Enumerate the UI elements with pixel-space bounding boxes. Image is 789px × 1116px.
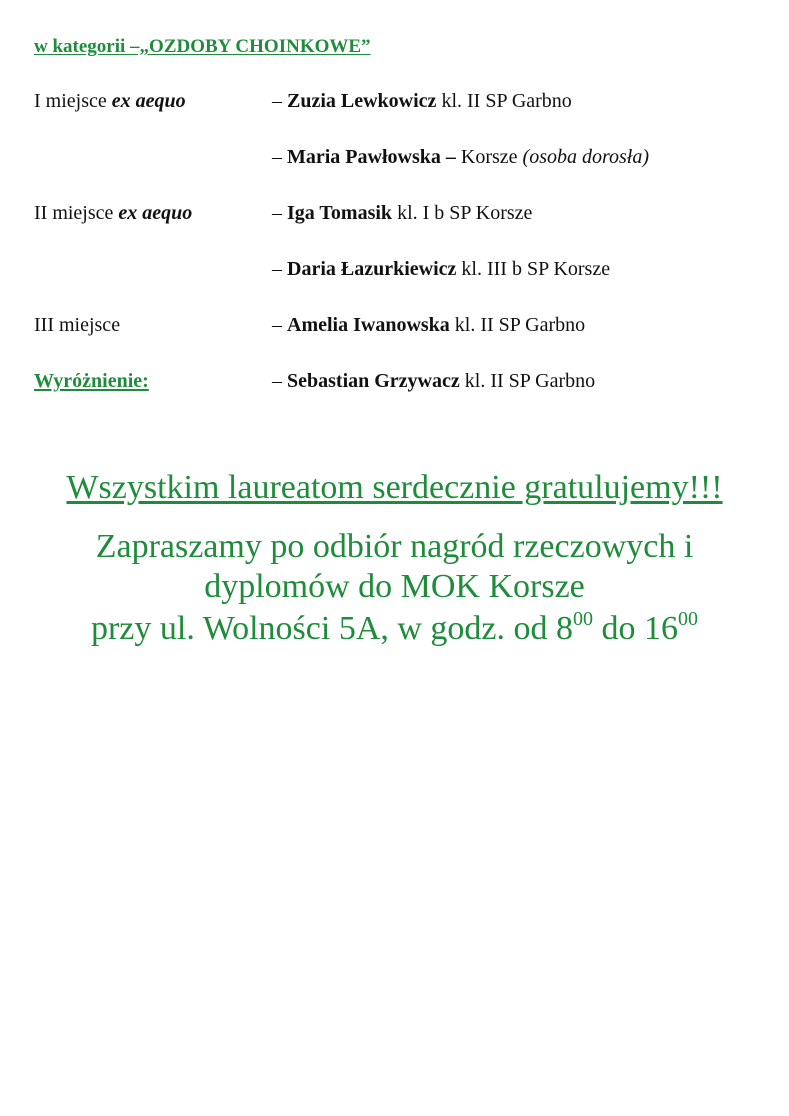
invitation-line-1: Zapraszamy po odbiór nagród rzeczowych i bbox=[95, 528, 694, 565]
result-row-first-place-b bbox=[0, 146, 789, 174]
winner-note: (osoba dorosła) bbox=[522, 146, 650, 168]
winner-entry: – Zuzia Lewkowicz kl. II SP Garbno bbox=[272, 90, 572, 112]
time-superscript: 00 bbox=[678, 608, 699, 630]
invitation-line-3: przy ul. Wolności 5A, w godz. od $8^{00}$ do $16^{00}$ bbox=[90, 608, 699, 647]
congratulations-heading: Wszystkim laureatom serdecznie gratulujemy!!! bbox=[66, 469, 723, 506]
time-superscript: 00 bbox=[573, 608, 594, 630]
place-label: I miejsce ex aequo bbox=[34, 90, 186, 112]
winner-entry: – Iga Tomasik kl. I b SP Korsze bbox=[272, 202, 533, 224]
winner-name: Daria Łazurkiewicz bbox=[287, 258, 457, 280]
winner-name: Zuzia Lewkowicz bbox=[287, 90, 437, 112]
result-row-first-place-a bbox=[0, 90, 789, 118]
winner-name: Amelia Iwanowska bbox=[287, 314, 450, 336]
result-row-third-place bbox=[0, 314, 789, 342]
winner-entry: – Sebastian Grzywacz kl. II SP Garbno bbox=[272, 370, 596, 392]
place-label: III miejsce bbox=[34, 314, 121, 336]
winner-entry: – Maria Pawłowska – Korsze (osoba dorosła) bbox=[272, 146, 650, 168]
winner-entry: – Daria Łazurkiewicz kl. III b SP Korsze bbox=[272, 258, 611, 280]
result-row-distinction bbox=[0, 370, 789, 398]
winner-name: Maria Pawłowska – bbox=[287, 146, 461, 168]
winner-name: Iga Tomasik bbox=[287, 202, 393, 224]
result-row-second-place-a bbox=[0, 202, 789, 230]
distinction-label: Wyróżnienie: bbox=[34, 370, 149, 392]
winner-entry: – Amelia Iwanowska kl. II SP Garbno bbox=[272, 314, 586, 336]
result-row-second-place-b bbox=[0, 258, 789, 286]
place-label: II miejsce ex aequo bbox=[34, 202, 193, 224]
invitation-line-2: dyplomów do MOK Korsze bbox=[204, 568, 585, 605]
winner-name: Sebastian Grzywacz bbox=[287, 370, 460, 392]
category-heading: w kategorii –„OZDOBY CHOINKOWE” bbox=[34, 36, 371, 57]
